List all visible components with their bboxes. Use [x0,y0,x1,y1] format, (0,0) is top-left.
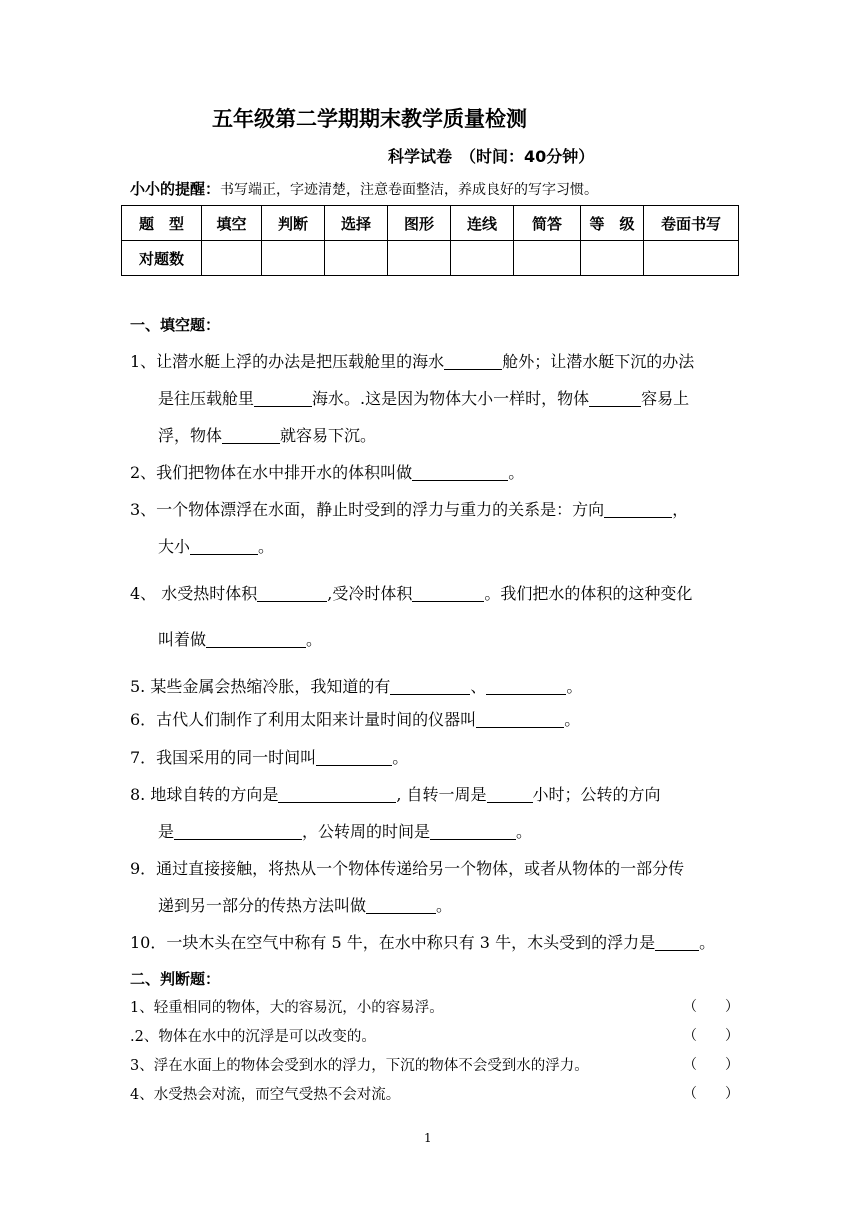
answer-blank[interactable] [604,501,672,518]
reminder-label: 小小的提醒： [130,180,221,198]
answer-blank[interactable] [476,711,564,728]
answer-paren[interactable]: （ ） [683,1086,739,1102]
answer-blank[interactable] [206,631,306,648]
question-3-line-1: 3、一个物体漂浮在水面，静止时受到的浮力与重力的关系是：方向 ， [130,500,689,519]
question-2: 2、我们把物体在水中排开水的体积叫做 。 [130,463,525,482]
answer-blank[interactable] [390,678,470,695]
answer-blank[interactable] [174,823,302,840]
answer-paren[interactable]: （ ） [683,999,739,1015]
table-header-cell: 等 级 [581,206,644,241]
answer-blank[interactable] [190,538,258,555]
judge-item-4: 4、水受热会对流，而空气受热不会对流。 [130,1087,401,1103]
table-header-cell: 卷面书写 [644,206,739,241]
question-1-line-2: 是往压载舱里 海水。.这是因为物体大小一样时，物体 容易上 [158,389,690,408]
score-cell[interactable] [451,241,514,276]
answer-blank[interactable] [486,678,566,695]
question-4-line-2: 叫着做 。 [158,630,323,649]
reminder-text: 书写端正，字迹清楚，注意卷面整洁，养成良好的写字习惯。 [220,182,599,198]
page-title: 五年级第二学期期末教学质量检测 [212,107,527,131]
answer-blank[interactable] [316,749,392,766]
page-number: 1 [424,1131,432,1145]
table-header-cell: 选择 [325,206,388,241]
section-fill-title: 一、填空题： [130,316,221,334]
score-cell[interactable] [262,241,325,276]
answer-blank[interactable] [412,464,508,481]
table-header-cell: 题 型 [122,206,202,241]
score-cell[interactable] [325,241,388,276]
answer-blank[interactable] [257,585,327,602]
score-cell[interactable] [644,241,739,276]
question-8-line-1: 8. 地球自转的方向是 , 自转一周是 小时；公转的方向 [130,785,661,804]
question-9-line-2: 递到另一部分的传热方法叫做 。 [158,896,453,915]
score-cell[interactable] [388,241,451,276]
score-cell[interactable] [202,241,262,276]
table-row-label: 对题数 [122,241,202,276]
score-cell[interactable] [581,241,644,276]
answer-blank[interactable] [254,390,312,407]
reminder [130,178,598,199]
answer-paren[interactable]: （ ） [683,1057,739,1073]
answer-blank[interactable] [412,585,484,602]
question-5: 5. 某些金属会热缩冷胀，我知道的有 、 。 [130,677,583,696]
score-table-header-row [122,206,739,241]
question-3-line-2: 大小 。 [158,537,275,556]
answer-blank[interactable] [278,786,396,803]
table-header-cell: 填空 [202,206,262,241]
table-header-cell: 判断 [262,206,325,241]
judge-item-2: .2、物体在水中的沉浮是可以改变的。 [130,1029,376,1045]
answer-blank[interactable] [430,823,516,840]
score-cell[interactable] [514,241,581,276]
table-header-cell: 连线 [451,206,514,241]
question-10: 10．一块木头在空气中称有 5 牛，在水中称只有 3 牛，木头受到的浮力是 。 [130,933,716,952]
question-1-line-3: 浮，物体 就容易下沉。 [158,426,377,445]
question-6: 6．古代人们制作了利用太阳来计量时间的仪器叫 。 [130,710,581,729]
answer-blank[interactable] [655,934,699,951]
question-4-line-1: 4、 水受热时体积 ,受冷时体积 。我们把水的体积的这种变化 [130,584,693,603]
question-9-line-1: 9．通过直接接触，将热从一个物体传递给另一个物体，或者从物体的一部分传 [130,859,685,878]
answer-blank[interactable] [444,353,502,370]
answer-blank[interactable] [366,897,436,914]
table-header-cell: 图形 [388,206,451,241]
score-table-row [122,241,739,276]
judge-item-3: 3、浮在水面上的物体会受到水的浮力，下沉的物体不会受到水的浮力。 [130,1058,589,1074]
judge-item-1: 1、轻重相同的物体，大的容易沉，小的容易浮。 [130,1000,444,1016]
answer-blank[interactable] [222,427,280,444]
answer-paren[interactable]: （ ） [683,1028,739,1044]
score-table [121,205,739,276]
question-1-line-1: 1、让潜水艇上浮的办法是把压载舱里的海水 舱外；让潜水艇下沉的办法 [130,352,695,371]
section-judge-title: 二、判断题： [130,970,221,988]
answer-blank[interactable] [487,786,533,803]
table-header-cell: 简答 [514,206,581,241]
question-7: 7．我国采用的同一时间叫 。 [130,748,409,767]
page-subtitle: 科学试卷 （时间：40分钟） [388,147,595,166]
question-8-line-2: 是 ，公转周的时间是 。 [158,822,533,841]
answer-blank[interactable] [589,390,641,407]
